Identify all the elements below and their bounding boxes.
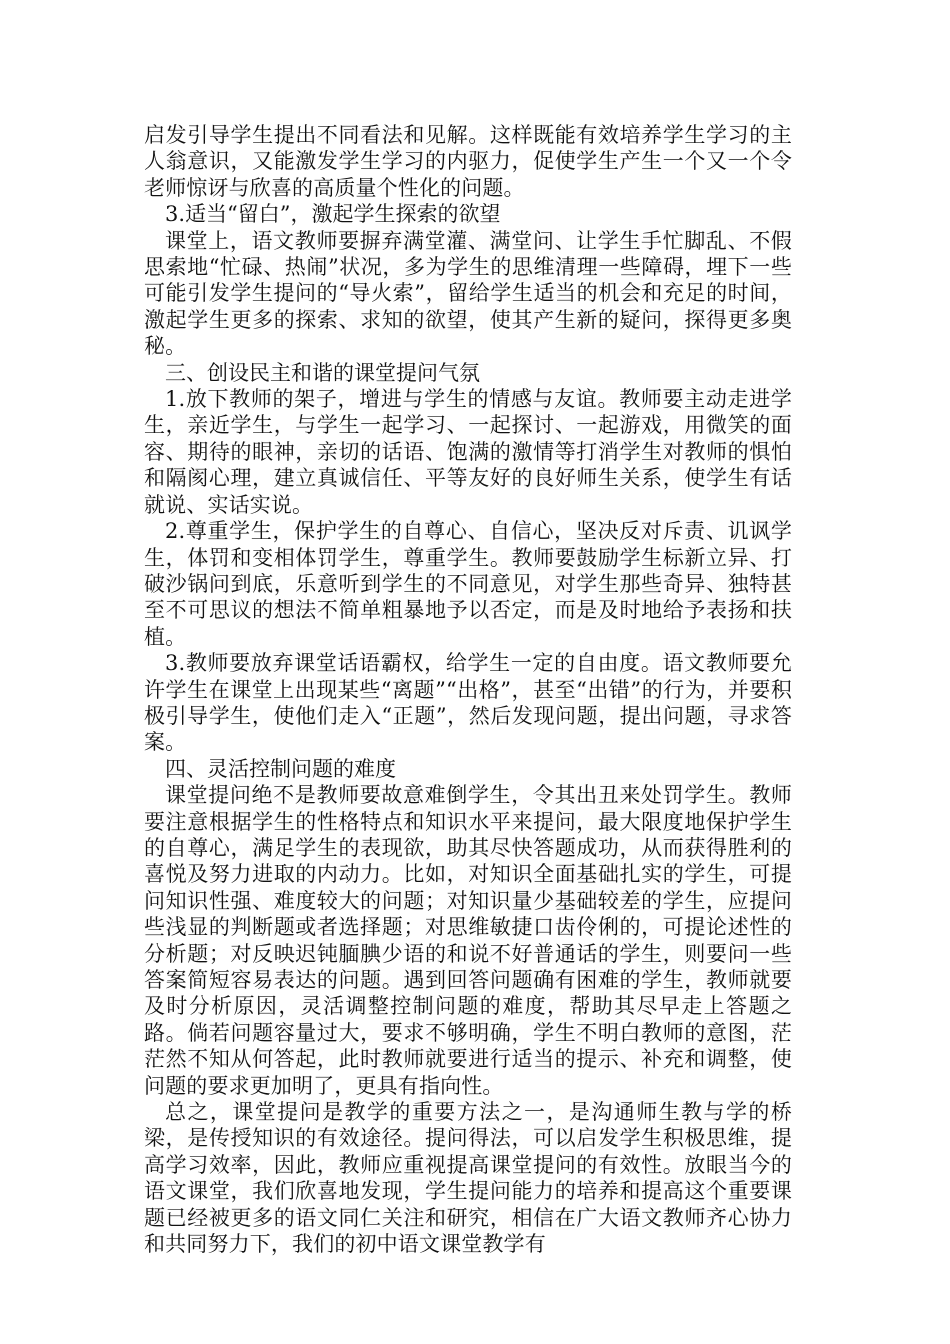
document-page — [144, 122, 792, 1257]
paragraph-item-2: 2.尊重学生，保护学生的自尊心、自信心，坚决反对斥责、讥讽学生，体罚和变相体罚学生，尊重学生。教师要鼓励学生标新立异、打破沙锅问到底，乐意听到学生的不同意见，对学生那些奇异、独特甚至不可思议的想法不简单粗暴地予以否定，而是及时地给予表扬和扶植。 — [144, 519, 792, 649]
heading-section-four: 四、灵活控制问题的难度 — [165, 756, 396, 781]
paragraph-body-intro: 启发引导学生提出不同看法和见解。这样既能有效培养学生学习的主人翁意识，又能激发学生学习的内驱力，促使学生产生一个又一个令老师惊讶与欣喜的高质量个性化的问题。 — [144, 123, 792, 200]
paragraph-item-3: 3.教师要放弃课堂话语霸权，给学生一定的自由度。语文教师要允许学生在课堂上出现某些“离题”“出格”，甚至“出错”的行为，并要积极引导学生，使他们走入“正题”，然后发现问题，提出问题，寻求答案。 — [144, 651, 792, 755]
paragraph-difficulty: 课堂提问绝不是教师要故意难倒学生，令其出丑来处罚学生。教师要注意根据学生的性格特点和知识水平来提问，最大限度地保护学生的自尊心，满足学生的表现欲，助其尽快答题成功，从而获得胜利的喜悦及努力进取的内动力。比如，对知识全面基础扎实的学生，可提问知识性强、难度较大的问题；对知识量少基础较差的学生，应提问些浅显的判断题或者选择题；对思维敏捷口齿伶俐的，可提论述性的分析题；对反映迟钝腼腆少语的和说不好普通话的学生，则要问一些答案简短容易表达的问题。遇到回答问题确有困难的学生，教师就要及时分析原因，灵活调整控制问题的难度，帮助其尽早走上答题之路。倘若问题容量过大，要求不够明确，学生不明白教师的意图，茫茫然不知从何答起，此时教师就要进行适当的提示、补充和调整，使问题的要求更加明了，更具有指向性。 — [144, 783, 792, 1098]
paragraph-leave-blank: 课堂上，语文教师要摒弃满堂灌、满堂问、让学生手忙脚乱、不假思索地“忙碌、热闹”状况，多为学生的思维清理一些障碍，埋下一些可能引发学生提问的“导火索”，留给学生适当的机会和充足的时间，激起学生更多的探索、求知的欲望，使其产生新的疑问，探得更多奥秘。 — [144, 228, 792, 359]
paragraph-conclusion: 总之，课堂提问是教学的重要方法之一，是沟通师生教与学的桥梁，是传授知识的有效途径。提问得法，可以启发学生积极思维，提高学习效率，因此，教师应重视提高课堂提问的有效性。放眼当今的语文课堂，我们欣喜地发现，学生提问能力的培养和提高这个重要课题已经被更多的语文同仁关注和研究，相信在广大语文教师齐心协力和共同努力下，我们的初中语文课堂教学有 — [144, 1100, 792, 1257]
heading-leave-blank: 3.适当“留白”，激起学生探索的欲望 — [165, 202, 501, 227]
paragraph-item-1: 1.放下教师的架子，增进与学生的情感与友谊。教师要主动走进学生，亲近学生，与学生一起学习、一起探讨、一起游戏，用微笑的面容、期待的眼神，亲切的话语、饱满的激情等打消学生对教师的惧怕和隔阂心理，建立真诚信任、平等友好的良好师生关系，使学生有话就说、实话实说。 — [144, 387, 792, 517]
heading-section-three: 三、创设民主和谐的课堂提问气氛 — [165, 360, 480, 385]
